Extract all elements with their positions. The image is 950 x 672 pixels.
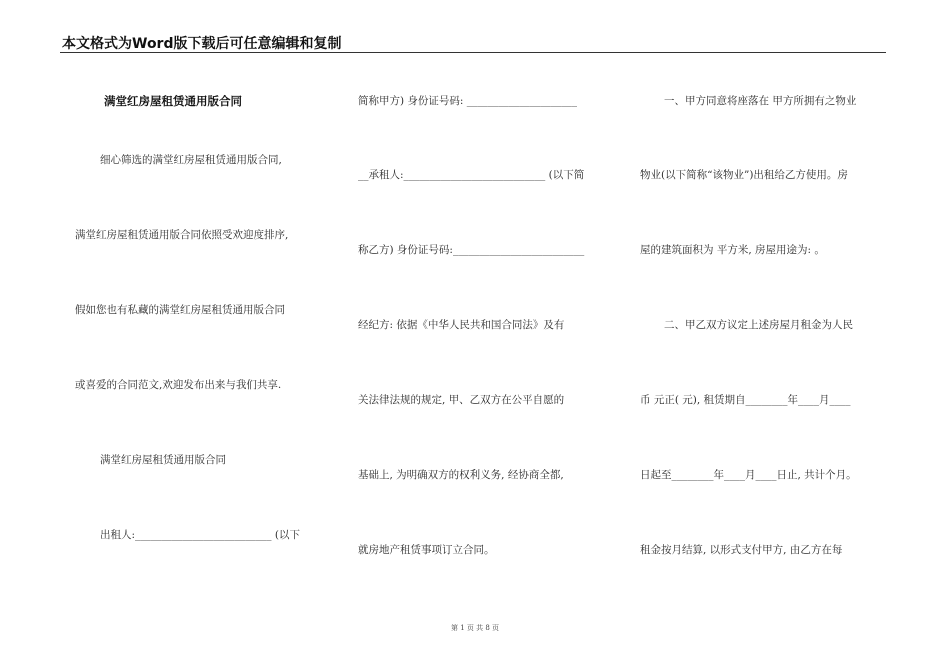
paragraph-line: 简称甲方) 身份证号码: _____________________ [358,95,578,107]
paragraph-line: 或喜爱的合同范文,欢迎发布出来与我们共享. [75,379,282,391]
document-banner: 本文格式为Word版下载后可任意编辑和复制 [62,36,342,52]
paragraph-line: 细心筛选的满堂红房屋租赁通用版合同, [100,154,282,166]
paragraph-line: 日起至________年____月____日止, 共计个月。 [640,469,857,481]
paragraph-line: 假如您也有私藏的满堂红房屋租赁通用版合同 [75,304,285,316]
paragraph-line: 屋的建筑面积为 平方米, 房屋用途为: 。 [640,244,825,256]
clause-1-line: 一、甲方同意将座落在 甲方所拥有之物业 [664,95,857,107]
page-number: 第 1 页 共 8 页 [450,624,500,632]
paragraph-line: 物业(以下简称“该物业”)出租给乙方使用。房 [640,169,848,181]
paragraph-line: 就房地产租赁事项订立合同。 [358,544,495,556]
header-rule [60,52,886,53]
paragraph-line: 满堂红房屋租赁通用版合同依照受欢迎度排序, [75,229,289,241]
paragraph-line: 基础上, 为明确双方的权利义务, 经协商全都, [358,469,564,481]
paragraph-line: 称乙方) 身份证号码:_________________________ [358,244,585,256]
lessor-field-line: 出租人:__________________________ (以下 [100,529,300,541]
paragraph-line: 币 元正( 元), 租赁期自________年____月____ [640,394,851,406]
lessee-field-line: __承租人:___________________________ (以下简 [358,169,585,181]
paragraph-line: 关法律法规的规定, 甲、乙双方在公平自愿的 [358,394,565,406]
document-title: 满堂红房屋租赁通用版合同 [104,94,242,108]
clause-2-line: 二、甲乙双方议定上述房屋月租金为人民 [664,319,853,331]
section-heading: 满堂红房屋租赁通用版合同 [100,454,226,466]
paragraph-line: 租金按月结算, 以形式支付甲方, 由乙方在每 [640,544,843,556]
paragraph-line: 经纪方: 依据《中华人民共和国合同法》及有 [358,319,565,331]
